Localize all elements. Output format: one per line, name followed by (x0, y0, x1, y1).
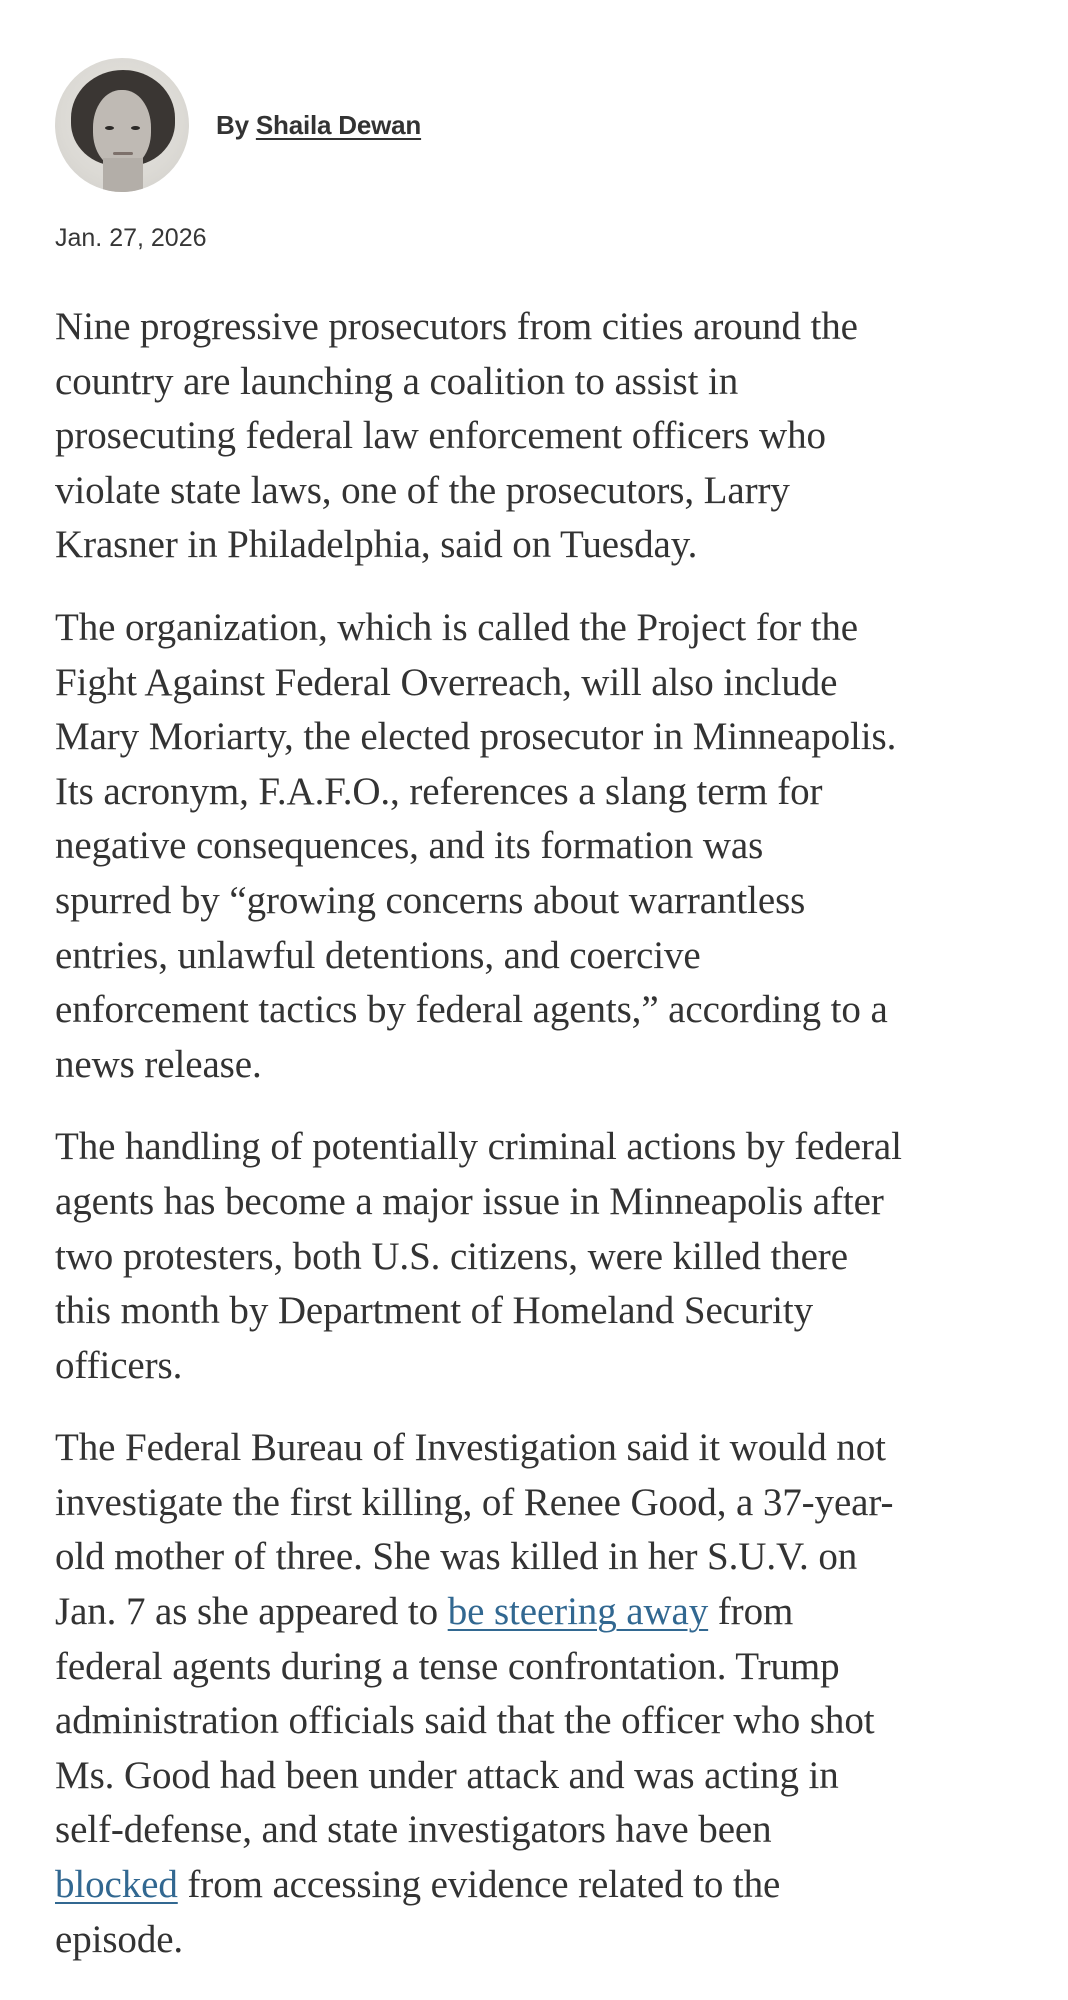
byline (55, 58, 421, 192)
author-avatar[interactable] (55, 58, 189, 192)
text-line: The Federal Bureau of Investigation said it would not (55, 1426, 886, 1470)
text-line: administration officials said that the officer who shot (55, 1699, 875, 1743)
link-blocked[interactable]: blocked (55, 1863, 178, 1907)
text-line: spurred by “growing concerns about warrantless (55, 878, 806, 922)
link-be-steering-away[interactable]: be steering away (447, 1590, 709, 1634)
avatar-neck (103, 158, 143, 192)
avatar-eye (131, 126, 140, 130)
text-line: officers. (55, 1343, 183, 1387)
text-line: enforcement tactics by federal agents,” according to a (55, 988, 888, 1032)
text-line: prosecuting federal law enforcement officers who (55, 414, 826, 458)
text-line: Ms. Good had been under attack and was acting in (55, 1753, 839, 1797)
paragraph-1 (55, 300, 1045, 573)
text-line: country are launching a coalition to assist in (55, 359, 739, 403)
text-line: Nine progressive prosecutors from cities around the (55, 305, 858, 348)
author-link[interactable]: Shaila Dewan (255, 109, 422, 140)
text-line: federal agents during a tense confrontation. Trump (55, 1644, 840, 1688)
avatar-mouth (113, 152, 133, 155)
text-line: The organization, which is called the Project for the (55, 605, 858, 649)
text-line: investigate the first killing, of Renee Good, a 37-year- (55, 1480, 894, 1524)
article-body (55, 300, 1045, 1995)
byline-text (216, 110, 421, 141)
text-line: entries, unlawful detentions, and coercive (55, 933, 701, 977)
text-line: old mother of three. She was killed in her S.U.V. on (55, 1535, 858, 1579)
text-line: Fight Against Federal Overreach, will also include (55, 660, 838, 704)
text-line: agents has become a major issue in Minneapolis after (55, 1179, 884, 1223)
text-line: violate state laws, one of the prosecutors, Larry (55, 468, 790, 512)
text-line: The handling of potentially criminal actions by federal (55, 1125, 902, 1169)
text-line: from accessing evidence related to the (177, 1863, 781, 1907)
paragraph-3 (55, 1120, 1045, 1393)
text-line: news release. (55, 1042, 262, 1086)
text-line: Its acronym, F.A.F.O., references a slang term for (55, 769, 823, 813)
avatar-face (93, 90, 151, 168)
text-line: Mary Moriarty, the elected prosecutor in Minneapolis. (55, 715, 897, 759)
paragraph-2 (55, 601, 1045, 1092)
publish-date: Jan. 27, 2026 (55, 224, 207, 252)
text-line: Jan. 7 as she appeared to (55, 1590, 448, 1634)
text-line: episode. (55, 1917, 184, 1961)
paragraph-4 (55, 1421, 1045, 1967)
text-line: two protesters, both U.S. citizens, were killed there (55, 1234, 848, 1278)
avatar-eye (105, 126, 114, 130)
text-line: from (708, 1590, 794, 1634)
text-line: negative consequences, and its formation was (55, 824, 764, 868)
text-line: Krasner in Philadelphia, said on Tuesday. (55, 523, 698, 567)
text-line: this month by Department of Homeland Security (55, 1289, 814, 1333)
byline-prefix: By (216, 109, 249, 140)
text-line: self-defense, and state investigators have been (55, 1808, 772, 1852)
